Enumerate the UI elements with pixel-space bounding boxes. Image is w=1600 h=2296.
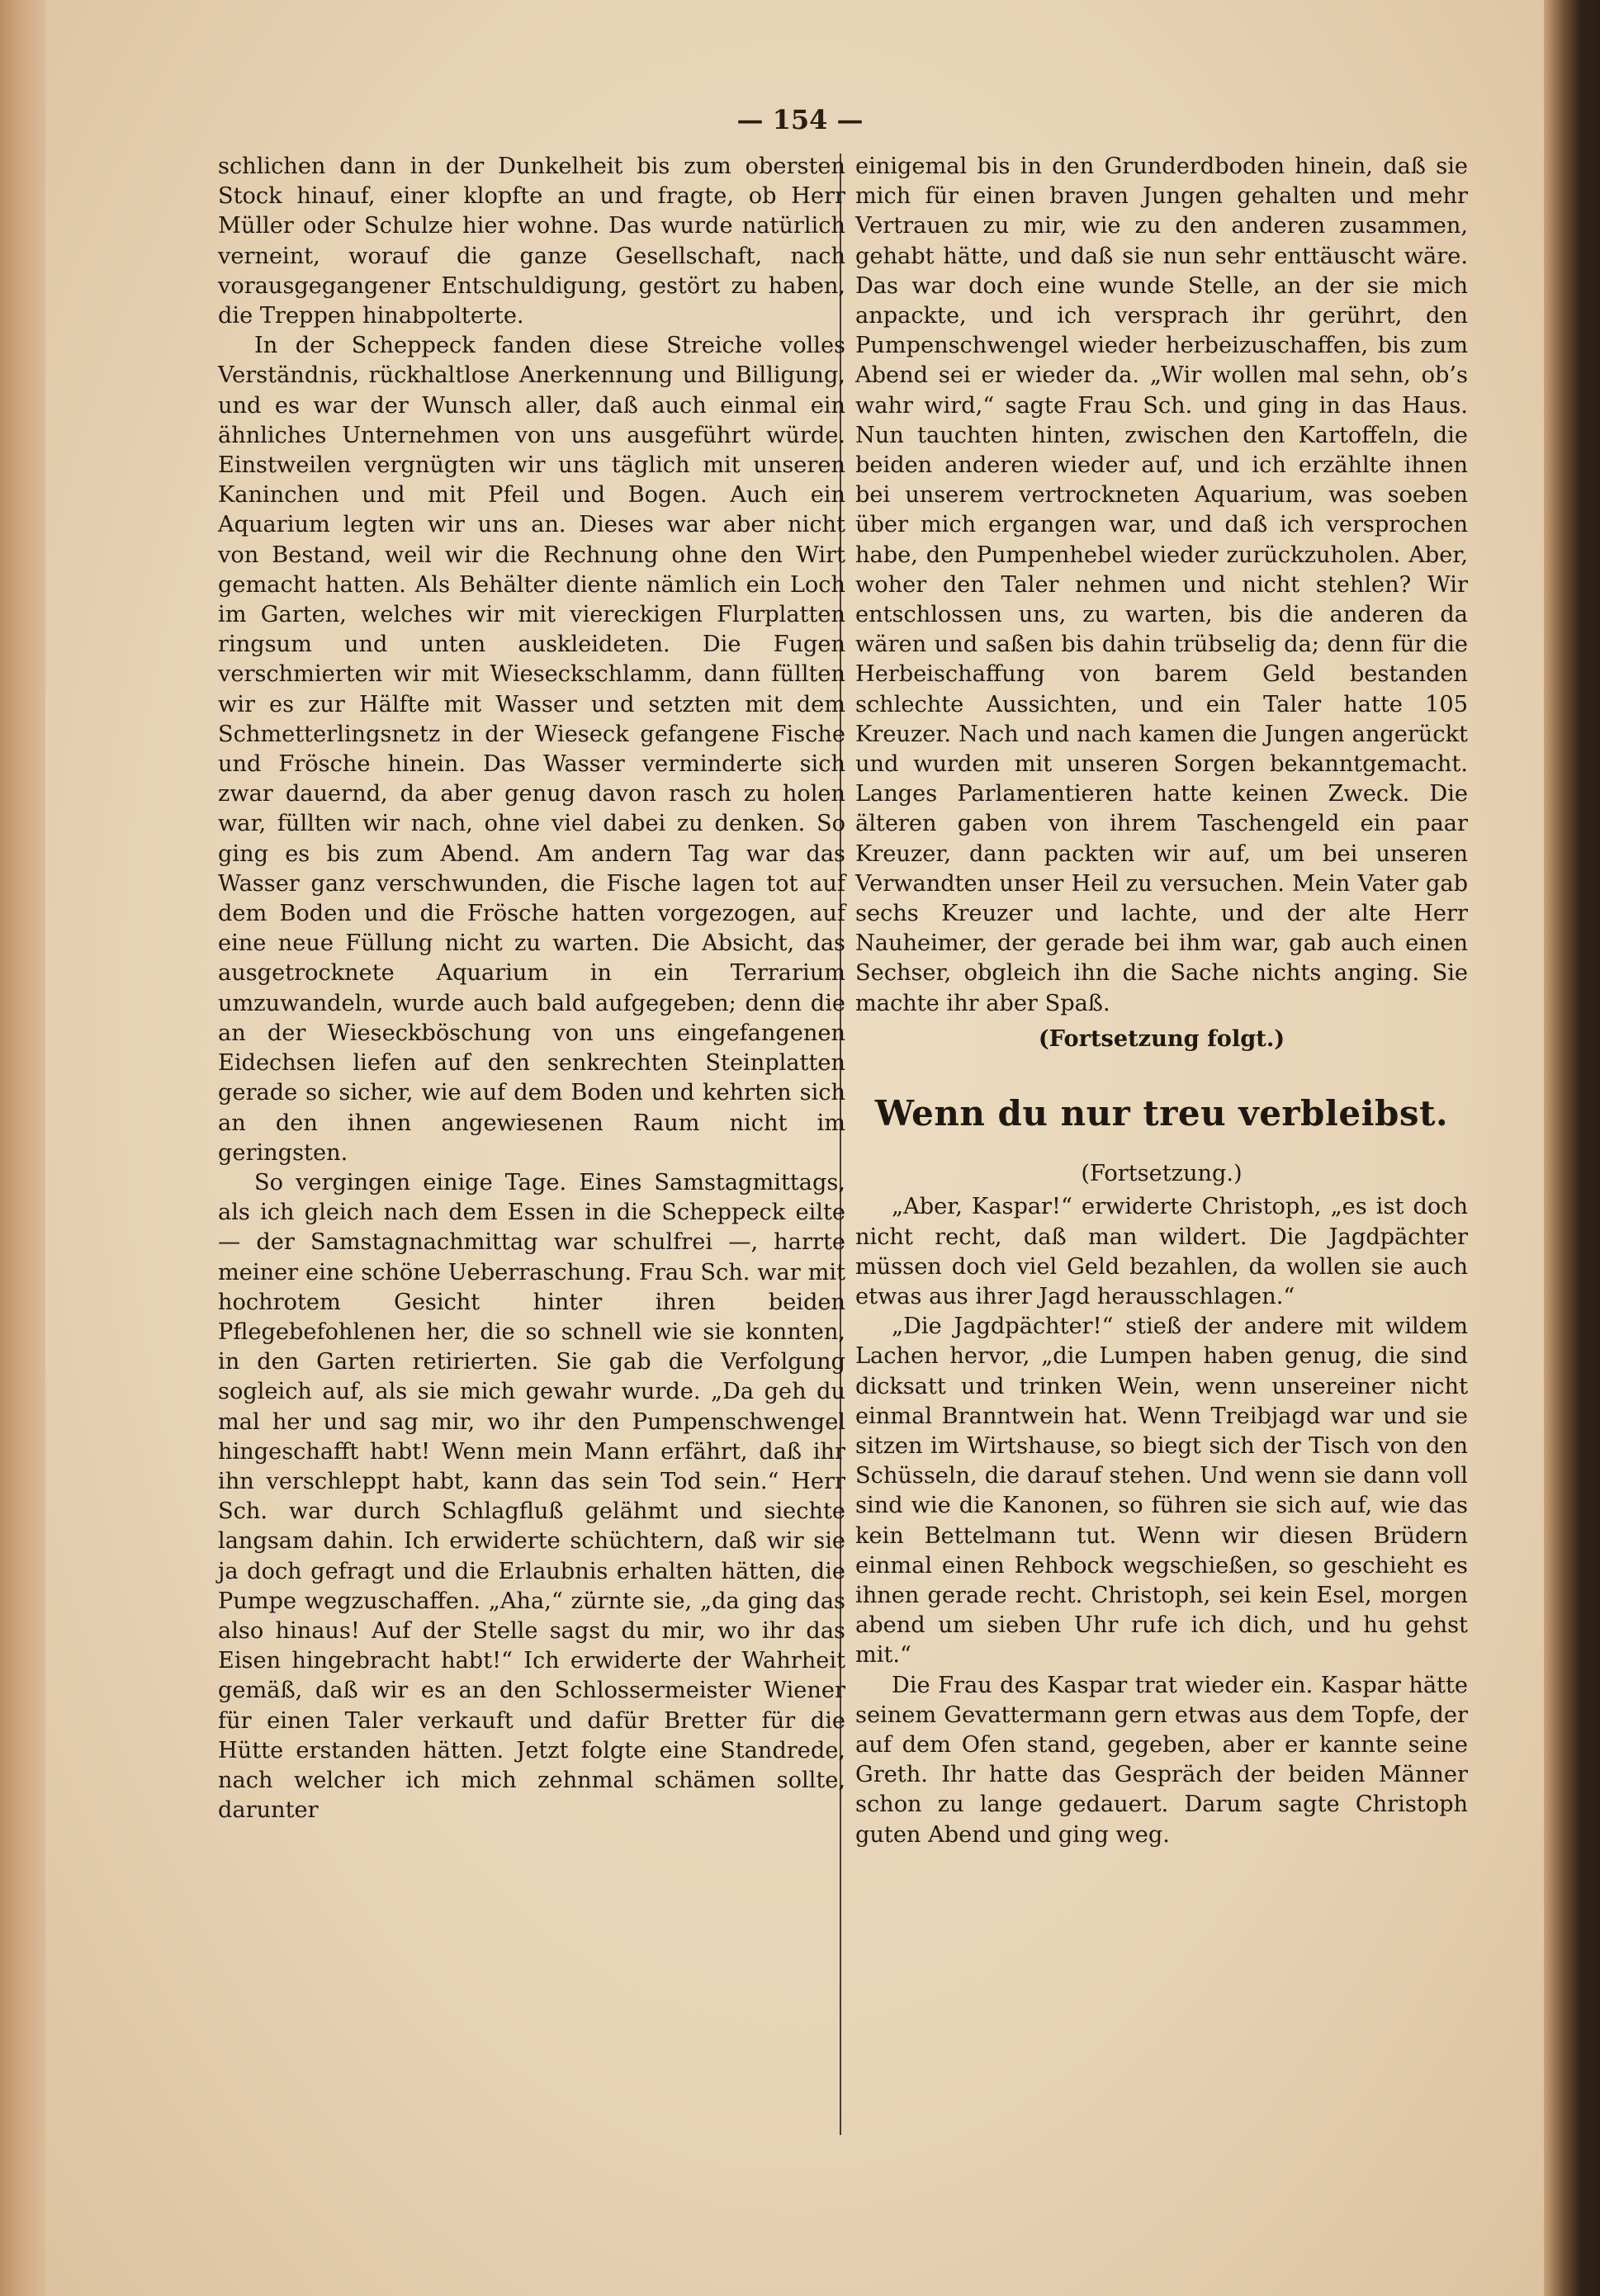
right-column — [855, 152, 1468, 1850]
story-paragraph-2: „Die Jagdpächter!“ stieß der andere mit wildem Lachen hervor, „die Lumpen haben genug, die sind dicksatt und trinken Wein, wenn unsereiner nicht einmal Branntwein hat. Wenn Treibjagd war und sie sitzen im Wirtshause, so biegt sich der Tisch von den Schüsseln, die darauf stehen. Und wenn sie dann voll sind wie die Kanonen, so führen sie sich auf, wie das kein Bettelmann tut. Wenn wir diesen Brüdern einmal einen Rehbock wegschießen, so geschieht es ihnen gerade recht. Christoph, sei kein Esel, morgen abend um sieben Uhr rufe ich dich, und hu gehst mit.“ — [855, 1314, 1468, 1669]
right-continuation-paragraph: einigemal bis in den Grunderdboden hinein, daß sie mich für einen braven Jungen gehalten und mehr Vertrauen zu mir, wie zu den anderen zusammen, gehabt hätte, und daß sie nun sehr enttäuscht wäre. Das war doch eine wunde Stelle, an der sie mich anpackte, und ich versprach ihr gerührt, den Pumpenschwengel wieder herbeizuschaffen, bis zum Abend sei er wieder da. „Wir wollen mal sehn, ob’s wahr wird,“ sagte Frau Sch. und ging in das Haus. Nun tauchten hinten, zwischen den Kartoffeln, die beiden anderen wieder auf, und ich erzählte ihnen bei unserem vertrockneten Aquarium, was soeben über mich ergangen war, und daß ich versprochen habe, den Pumpenhebel wieder zurückzuholen. Aber, woher den Taler nehmen und nicht stehlen? Wir entschlossen uns, zu warten, bis die anderen da wären und saßen bis dahin trübselig da; denn für die Herbeischaffung von barem Geld bestanden schlechte Aussichten, und ein Taler hatte 105 Kreuzer. Nach und nach kamen die Jungen angerückt und wurden mit unseren Sorgen bekanntgemacht. Langes Parlamentieren hatte keinen Zweck. Die älteren gaben von ihrem Taschengeld ein paar Kreuzer, dann packten wir auf, um bei unseren Verwandten unser Heil zu versuchen. Mein Vater gab sechs Kreuzer und lachte, und der alte Herr Nauheimer, der gerade bei ihm war, gab auch einen Sechser, obgleich ihn die Sache nichts anging. Sie machte ihr aber Spaß. — [855, 154, 1468, 1016]
story-subtitle: (Fortsetzung.) — [1081, 1161, 1243, 1187]
left-paragraph-2: In der Scheppeck fanden diese Streiche volles Verständnis, rückhaltlose Anerkennung und Billigung, und es war der Wunsch aller, daß auch einmal ein ähnliches Unternehmen von uns ausgeführt würde. Einstweilen vergnügten wir uns täglich mit unseren Kaninchen und mit Pfeil und Bogen. Auch ein Aquarium legten wir uns an. Dieses war aber nicht von Bestand, weil wir die Rechnung ohne den Wirt gemacht hatten. Als Behälter diente nämlich ein Loch im Garten, welches wir mit viereckigen Flurplatten ringsum und unten auskleideten. Die Fugen verschmierten wir mit Wieseckschlamm, dann füllten wir es zur Hälfte mit Wasser und setzten mit dem Schmetterlingsnetz in der Wieseck gefangene Fische und Frösche hinein. Das Wasser verminderte sich zwar dauernd, da aber genug davon rasch zu holen war, füllten wir nach, ohne viel dabei zu denken. So ging es bis zum Abend. Am andern Tag war das Wasser ganz verschwunden, die Fische lagen tot auf dem Boden und die Frösche hatten vorgezogen, auf eine neue Füllung nicht zu warten. Die Absicht, das ausgetrocknete Aquarium in ein Terrarium umzuwandeln, wurde auch bald aufgegeben; denn die an der Wieseckböschung von uns eingefangenen Eidechsen liefen auf den senkrechten Steinplatten gerade so sicher, wie auf dem Boden und kehrten sich an den ihnen angewiesenen Raum nicht im geringsten. — [218, 333, 845, 1166]
page-number: — 154 — — [736, 104, 864, 135]
left-paragraph-1: schlichen dann in der Dunkelheit bis zum obersten Stock hinauf, einer klopfte an und fragte, ob Herr Müller oder Schulze hier wohne. Das wurde natürlich verneint, worauf die ganze Gesellschaft, nach vorausgegangener Entschuldigung, gestört zu haben, die Treppen hinabpolterte. — [218, 154, 845, 329]
story-paragraph-3: Die Frau des Kaspar trat wieder ein. Kaspar hätte seinem Gevattermann gern etwas aus dem Topfe, der auf dem Ofen stand, gegeben, aber er kannte seine Greth. Ihr hatte das Gespräch der beiden Männer schon zu lange gedauert. Darum sagte Christoph guten Abend und ging weg. — [855, 1672, 1468, 1848]
left-paragraph-3: So vergingen einige Tage. Eines Samstagmittags, als ich gleich nach dem Essen in die Scheppeck eilte — der Samstagnachmittag war schulfrei —, harrte meiner eine schöne Ueberraschung. Frau Sch. war mit hochrotem Gesicht hinter ihren beiden Pflegebefohlenen her, die so schnell wie sie konnten, in den Garten retirierten. Sie gab die Verfolgung sogleich auf, als sie mich gewahr wurde. „Da geh du mal her und sag mir, wo ihr den Pumpenschwengel hingeschafft habt! Wenn mein Mann erfährt, daß ihr ihn verschleppt habt, kann das sein Tod sein.“ Herr Sch. war durch Schlagfluß gelähmt und siechte langsam dahin. Ich erwiderte schüchtern, daß wir sie ja doch gefragt und die Erlaubnis erhalten hätten, die Pumpe wegzuschaffen. „Aha,“ zürnte sie, „da ging das also hinaus! Auf der Stelle sagst du mir, wo ihr das Eisen hingebracht habt!“ Ich erwiderte der Wahrheit gemäß, daß wir es an den Schlossermeister Wiener für einen Taler verkauft und dafür Bretter für die Hütte erstanden hätten. Jetzt folgte eine Standrede, nach welcher ich mich zehnmal schämen sollte, darunter — [218, 1169, 845, 1824]
story-title: Wenn du nur treu verbleibst. — [874, 1093, 1449, 1134]
to-be-continued-note: (Fortsetzung folgt.) — [1038, 1025, 1285, 1052]
left-column — [218, 152, 845, 1825]
story-paragraph-1: „Aber, Kaspar!“ erwiderte Christoph, „es ist doch nicht recht, daß man wildert. Die Jagdpächter müssen doch viel Geld bezahlen, da wollen sie auch etwas aus ihrer Jagd herausschlagen.“ — [855, 1194, 1468, 1309]
